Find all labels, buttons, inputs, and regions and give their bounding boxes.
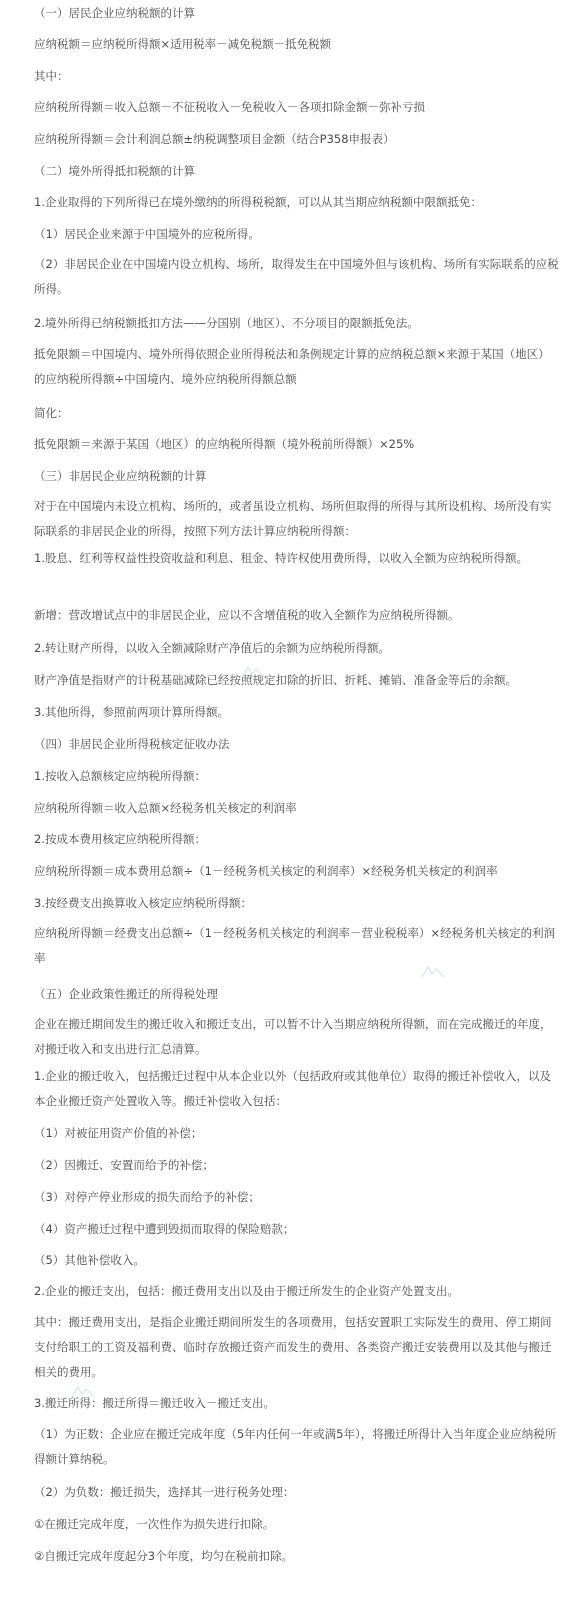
list-item: （2）非居民企业在中国境内设立机构、场所，取得发生在中国境外但与该机构、场所有实际联系的应税所得。 bbox=[34, 257, 559, 296]
text-line: 简化： bbox=[34, 406, 69, 420]
list-item: （1）为正数：企业应在搬迁完成年度（5年内任何一年或满5年），将搬迁所得计入当年度企业应纳税所得额计算纳税。 bbox=[34, 1427, 557, 1466]
watermark-logo-icon bbox=[70, 1385, 96, 1399]
section-heading-5: （五）企业政策性搬迁的所得税处理 bbox=[34, 987, 218, 1001]
text-line: 对于在中国境内未设立机构、场所的，或者虽设立机构、场所但取得的所得与其所设机构、场所没有实际联系的非居民企业的所得，按照下列方法计算应纳税所得额： bbox=[34, 499, 552, 538]
text-line: 3.其他所得，参照前两项计算所得额。 bbox=[34, 705, 229, 719]
section-heading-2: （二）境外所得抵扣税额的计算 bbox=[34, 164, 195, 178]
text-line: 2.按成本费用核定应纳税所得额： bbox=[34, 832, 206, 846]
text-line: 新增：营改增试点中的非居民企业，应以不含增值税的收入全额作为应纳税所得额。 bbox=[34, 608, 460, 622]
formula-line: 应纳税所得额＝会计利润总额±纳税调整项目金额（结合P358申报表） bbox=[34, 132, 395, 146]
text-line: 企业在搬迁期间发生的搬迁收入和搬迁支出，可以暂不计入当期应纳税所得额，而在完成搬迁的年度，对搬迁收入和支出进行汇总清算。 bbox=[34, 1017, 552, 1056]
text-line: 2.转让财产所得，以收入全额减除财产净值后的余额为应纳税所得额。 bbox=[34, 641, 390, 655]
formula-line: 应纳税所得额＝收入总额×经税务机关核定的利润率 bbox=[34, 801, 297, 815]
list-item: （5）其他补偿收入。 bbox=[34, 1253, 145, 1267]
formula-line: 抵免限额＝来源于某国（地区）的应纳税所得额（境外税前所得额）×25% bbox=[34, 437, 415, 451]
text-line: 财产净值是指财产的计税基础减除已经按照规定扣除的折旧、折耗、摊销、准备金等后的余额。 bbox=[34, 673, 517, 687]
watermark-logo-icon bbox=[240, 665, 266, 679]
list-item: （1）对被征用资产价值的补偿； bbox=[34, 1126, 203, 1140]
text-line: 1.企业取得的下列所得已在境外缴纳的所得税税额，可以从其当期应纳税额中限额抵免： bbox=[34, 195, 482, 209]
text-line: 1.按收入总额核定应纳税所得额： bbox=[34, 769, 206, 783]
formula-line: 3.搬迁所得：搬迁所得＝搬迁收入－搬迁支出。 bbox=[34, 1396, 275, 1410]
list-item: （1）居民企业来源于中国境外的应税所得。 bbox=[34, 227, 260, 241]
text-line: 1.股息、红利等权益性投资收益和利息、租金、特许权使用费所得，以收入全额为应纳税所得额。 bbox=[34, 551, 528, 565]
section-heading-1: （一）居民企业应纳税额的计算 bbox=[34, 6, 195, 20]
text-line: 3.按经费支出换算收入核定应纳税所得额： bbox=[34, 896, 252, 910]
list-item: （2）为负数：搬迁损失，选择其一进行税务处理： bbox=[34, 1485, 295, 1499]
text-line: 其中：搬迁费用支出，是指企业搬迁期间所发生的各项费用，包括安置职工实际发生的费用、停工期间支付给职工的工资及福利费、临时存放搬迁资产而发生的费用、各类资产搬迁安装费用以及其他与搬迁相关的费用。 bbox=[34, 1315, 552, 1379]
formula-line: 应纳税所得额＝成本费用总额÷（1－经税务机关核定的利润率）×经税务机关核定的利润率 bbox=[34, 864, 498, 878]
formula-line: 应纳税所得额＝收入总额－不征税收入－免税收入－各项扣除金额－弥补亏损 bbox=[34, 100, 425, 114]
text-line: 2.企业的搬迁支出，包括：搬迁费用支出以及由于搬迁所发生的企业资产处置支出。 bbox=[34, 1284, 459, 1298]
list-item: （3）对停产停业形成的损失而给予的补偿； bbox=[34, 1190, 260, 1204]
list-item: （4）资产搬迁过程中遭到毁损而取得的保险赔款； bbox=[34, 1222, 295, 1236]
formula-line: 抵免限额＝中国境内、境外所得依照企业所得税法和条例规定计算的应纳税总额×来源于某国（地区）的应纳税所得额÷中国境内、境外应纳税所得额总额 bbox=[34, 347, 550, 386]
section-heading-4: （四）非居民企业所得税核定征收办法 bbox=[34, 737, 230, 751]
watermark-logo-icon bbox=[420, 965, 446, 979]
section-heading-3: （三）非居民企业应纳税额的计算 bbox=[34, 469, 207, 483]
text-line: 1.企业的搬迁收入，包括搬迁过程中从本企业以外（包括政府或其他单位）取得的搬迁补偿收入，以及本企业搬迁资产处置收入等。搬迁补偿收入包括： bbox=[34, 1069, 551, 1108]
list-item: ②自搬迁完成年度起分3个年度，均匀在税前扣除。 bbox=[34, 1549, 294, 1563]
formula-line: 应纳税所得额＝经费支出总额÷（1－经税务机关核定的利润率－营业税税率）×经税务机关核定的利润率 bbox=[34, 926, 556, 965]
text-line: 其中： bbox=[34, 69, 69, 83]
text-line: 2.境外所得已纳税额抵扣方法——分国别（地区）、不分项目的限额抵免法。 bbox=[34, 316, 419, 330]
list-item: （2）因搬迁、安置而给予的补偿； bbox=[34, 1158, 214, 1172]
formula-line: 应纳税额＝应纳税所得额×适用税率－减免税额－抵免税额 bbox=[34, 37, 332, 51]
list-item: ①在搬迁完成年度，一次性作为损失进行扣除。 bbox=[34, 1517, 275, 1531]
